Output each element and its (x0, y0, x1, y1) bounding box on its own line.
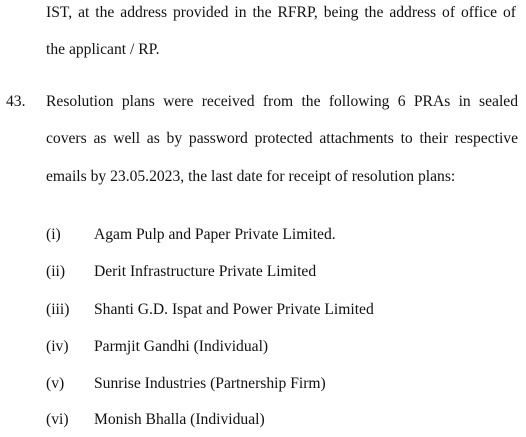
list-item-text: Parmjit Gandhi (Individual) (94, 338, 269, 355)
paragraph-line-3: emails by 23.05.2023, the last date for receipt of resolution plans: (46, 168, 456, 185)
list-item-number: (iii) (46, 301, 70, 318)
list-item-text: Agam Pulp and Paper Private Limited. (94, 226, 336, 243)
intro-line-2: the applicant / RP. (46, 41, 160, 58)
list-item-number: (i) (46, 226, 61, 243)
list-item-text: Shanti G.D. Ispat and Power Private Limited (94, 301, 374, 318)
list-item-number: (v) (46, 375, 65, 392)
list-item-text: Derit Infrastructure Private Limited (94, 263, 317, 280)
list-item-text: Sunrise Industries (Partnership Firm) (94, 375, 326, 392)
list-item-number: (iv) (46, 338, 69, 355)
list-item-text: Monish Bhalla (Individual) (94, 411, 265, 428)
list-item-number: (ii) (46, 263, 66, 280)
paragraph-line-1: Resolution plans were received from the following 6 PRAs in sealed (46, 93, 518, 110)
intro-line-1: IST, at the address provided in the RFRP, being the address of office of (46, 4, 516, 21)
paragraph-number: 43. (6, 93, 26, 110)
paragraph-line-2: covers as well as by password protected attachments to their respective (46, 130, 518, 147)
list-item-number: (vi) (46, 411, 69, 428)
